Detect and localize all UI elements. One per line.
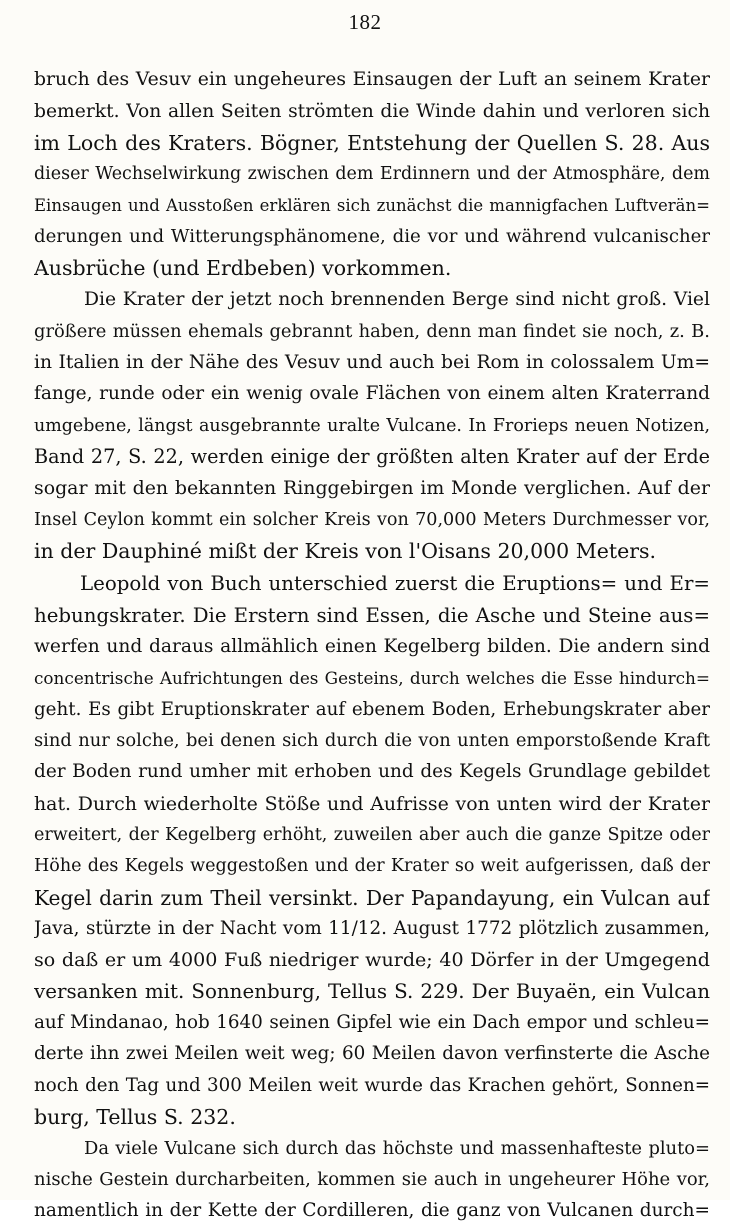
text-line: in Italien in der Nähe des Vesuv und auch bei Rom in colossalem Um= [34, 352, 710, 373]
text-line: hat. Durch wiederholte Stöße und Aufrisse von unten wird der Krater [34, 793, 710, 815]
text-line: größere müssen ehemals gebrannt haben, denn man findet sie noch, z. B. [34, 321, 710, 342]
text-line: bruch des Vesuv ein ungeheures Einsaugen der Luft an seinem Krater [34, 69, 710, 90]
text-line: nische Gestein durcharbeiten, kommen sie auch in ungeheurer Höhe vor, [34, 1169, 710, 1190]
page-number: 182 [348, 10, 382, 34]
text-line: im Loch des Kraters. Bögner, Entstehung der Quellen S. 28. Aus [34, 131, 710, 155]
text-line: Ausbrüche (und Erdbeben) vorkommen. [34, 256, 452, 280]
text-line: Java, stürzte in der Nacht vom 11/12. August 1772 plötzlich zusammen, [34, 918, 710, 939]
text-line: namentlich in der Kette der Cordilleren, die ganz von Vulcanen durch= [34, 1200, 710, 1221]
text-line: versanken mit. Sonnenburg, Tellus S. 229. Der Buyaën, ein Vulcan [34, 980, 710, 1003]
text-line: derungen und Witterungsphänomene, die vor und während vulcanischer [34, 226, 710, 247]
text-line: Kegel darin zum Theil versinkt. Der Papandayung, ein Vulcan auf [34, 886, 710, 910]
text-line: sogar mit den bekannten Ringgebirgen im Monde verglichen. Auf der [34, 477, 710, 499]
text-line: burg, Tellus S. 232. [34, 1105, 236, 1129]
text-line: bemerkt. Von allen Seiten strömten die Winde dahin und verloren sich [34, 101, 710, 122]
text-line: dieser Wechselwirkung zwischen dem Erdinnern und der Atmosphäre, dem [34, 164, 710, 184]
text-line: werfen und daraus allmählich einen Kegelberg bilden. Die andern sind [34, 636, 710, 657]
text-line: so daß er um 4000 Fuß niedriger wurde; 40 Dörfer in der Umgegend [34, 949, 710, 971]
text-line: fange, runde oder ein wenig ovale Flächen von einem alten Kraterrand [34, 383, 710, 404]
text-line: hebungskrater. Die Erstern sind Essen, die Asche und Steine aus= [34, 604, 710, 627]
text-line: Höhe des Kegels weggestoßen und der Krater so weit aufgerissen, daß der [34, 856, 710, 876]
text-line: geht. Es gibt Eruptionskrater auf ebenem Boden, Erhebungskrater aber [34, 699, 710, 720]
text-line: Die Krater der jetzt noch brennenden Berge sind nicht groß. Viel [84, 289, 710, 310]
text-line: noch den Tag und 300 Meilen weit wurde das Krachen gehört, Sonnen= [34, 1075, 710, 1096]
text-line: Da viele Vulcane sich durch das höchste und massenhafteste pluto= [84, 1138, 710, 1159]
text-line: concentrische Aufrichtungen des Gesteins, durch welches die Esse hindurch= [34, 668, 710, 688]
text-line: auf Mindanao, hob 1640 seinen Gipfel wie ein Dach empor und schleu= [34, 1012, 710, 1033]
text-line: Leopold von Buch unterschied zuerst die Eruptions= und Er= [80, 572, 710, 595]
text-line: in der Dauphiné mißt der Kreis von l'Oisans 20,000 Meters. [34, 539, 657, 563]
text-line: Einsaugen und Ausstoßen erklären sich zunächst die mannigfachen Luftverän= [34, 196, 710, 215]
text-line: Insel Ceylon kommt ein solcher Kreis von 70,000 Meters Durchmesser vor, [34, 510, 710, 530]
text-line: sind nur solche, bei denen sich durch die von unten emporstoßende Kraft [34, 730, 710, 751]
text-line: derte ihn zwei Meilen weit weg; 60 Meilen davon verfinsterte die Asche [34, 1043, 710, 1064]
text-line: Band 27, S. 22, werden einige der größten alten Krater auf der Erde [34, 445, 710, 468]
text-line: umgebene, längst ausgebrannte uralte Vulcane. In Frorieps neuen Notizen, [34, 416, 710, 436]
text-line: der Boden rund umher mit erhoben und des Kegels Grundlage gebildet [34, 761, 710, 782]
text-line: erweitert, der Kegelberg erhöht, zuweilen aber auch die ganze Spitze oder [34, 825, 710, 845]
